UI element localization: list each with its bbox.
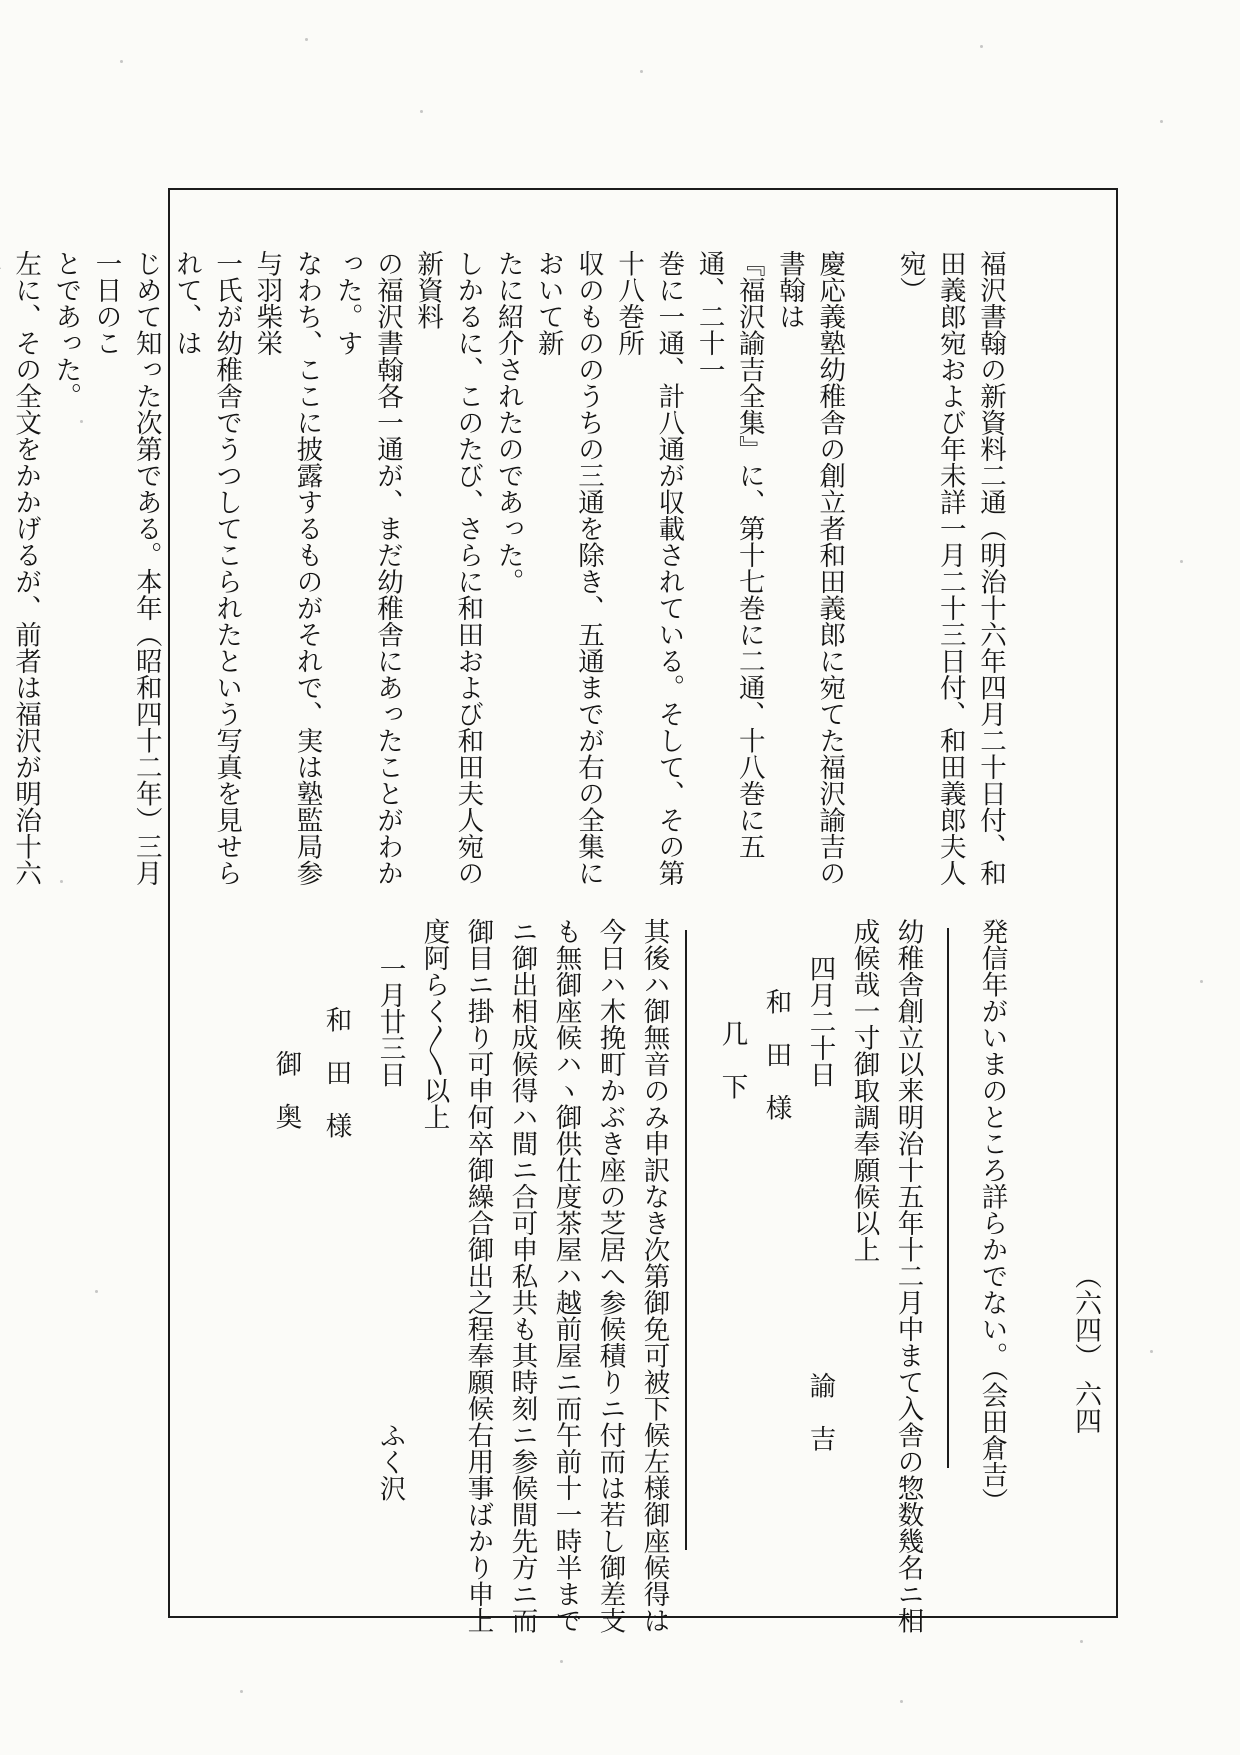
letter1-body-line-1: 幼稚舎創立以来明治十五年十二月中まて入舎の惣数幾名ニ相 bbox=[892, 918, 924, 1634]
letter2-date: 一月廿三日 bbox=[374, 955, 406, 1088]
page-number: 六四 bbox=[1070, 1380, 1101, 1434]
letter2-body-line-6: 度阿らく〱以上 bbox=[418, 918, 450, 1130]
letter2-sender: ふく沢 bbox=[374, 1422, 406, 1502]
letter1-honorific: 几 下 bbox=[716, 1020, 748, 1100]
essay-line: 一氏が幼稚舎でうつしてこられたという写真を見せられて、は bbox=[170, 250, 243, 886]
rule-top bbox=[947, 928, 949, 1468]
letter2-body-line-5: 御目ニ掛り可申何卒御繰合御出之程奉願候右用事ばかり申上 bbox=[462, 918, 494, 1634]
essay-line: 左に、その全文をかかげるが、前者は福沢が明治十六 bbox=[10, 250, 42, 886]
letter2-body-line-1: 其後ハ御無音のみ申訳なき次第御免可被下候左様御座候得は bbox=[638, 918, 670, 1634]
letter2-body-line-2: 今日ハ木挽町かぶき座の芝居へ参候積りニ付而は若し御差支 bbox=[594, 918, 626, 1634]
letter2-honorific: 御 奥 bbox=[270, 1050, 302, 1130]
essay-line: の福沢書翰各一通が、まだ幼稚舎にあったことがわかった。す bbox=[331, 250, 403, 886]
letter1-addressee: 和 田 様 bbox=[760, 988, 792, 1121]
letter2-body-line-3: も無御座候ハヽ御供仕度茶屋ハ越前屋ニ而午前十一時半まで bbox=[550, 918, 582, 1634]
essay-line: 収のもののうちの三通を除き、五通までが右の全集において新 bbox=[532, 250, 604, 886]
essay-line: とであった。 bbox=[50, 250, 82, 409]
essay-line: 慶応義塾幼稚舎の創立者和田義郎に宛てた福沢諭吉の書翰は bbox=[773, 250, 846, 886]
letter2-body-line-4: ニ御出相成候得ハ間ニ合可申私共も其時刻ニ参候間先方ニ而 bbox=[506, 918, 538, 1634]
essay-line: たに紹介されたのであった。 bbox=[492, 250, 524, 595]
letter2-addressee: 和 田 様 bbox=[320, 1006, 352, 1139]
essay-line: 田義郎宛および年未詳一月二十三日付、和田義郎夫人 bbox=[934, 250, 966, 886]
letter1-sender: 諭 吉 bbox=[804, 1372, 836, 1452]
rule-middle bbox=[685, 930, 687, 1550]
essay-line: なわち、ここに披露するものがそれで、実は塾監局参与羽柴栄 bbox=[251, 250, 323, 886]
essay-text bbox=[10, 250, 1010, 890]
essay-line: 『福沢諭吉全集』に、第十七巻に二通、十八巻に五通、二十一 bbox=[693, 250, 765, 860]
essay-blank-line bbox=[849, 250, 889, 890]
letter1-date: 四月二十日 bbox=[804, 955, 836, 1088]
essay-line: 巻に一通、計八通が収載されている。そして、その第十八巻所 bbox=[613, 250, 685, 886]
essay-line: 宛） bbox=[894, 250, 926, 303]
letter1-body-line-2: 成候哉一寸御取調奉願候以上 bbox=[848, 918, 880, 1263]
essay-line: 福沢書翰の新資料二通（明治十六年四月二十日付、和 bbox=[975, 250, 1006, 886]
page-number-paren: （六四） bbox=[1070, 1262, 1101, 1370]
essay-line: じめて知った次第である。本年（昭和四十二年）三月一日のこ bbox=[90, 250, 162, 886]
source-note: 発信年がいまのところ詳らかでない。（会田倉吉） bbox=[976, 918, 1008, 1515]
essay-line: しかるに、このたび、さらに和田および和田夫人宛の新資料 bbox=[412, 250, 484, 886]
